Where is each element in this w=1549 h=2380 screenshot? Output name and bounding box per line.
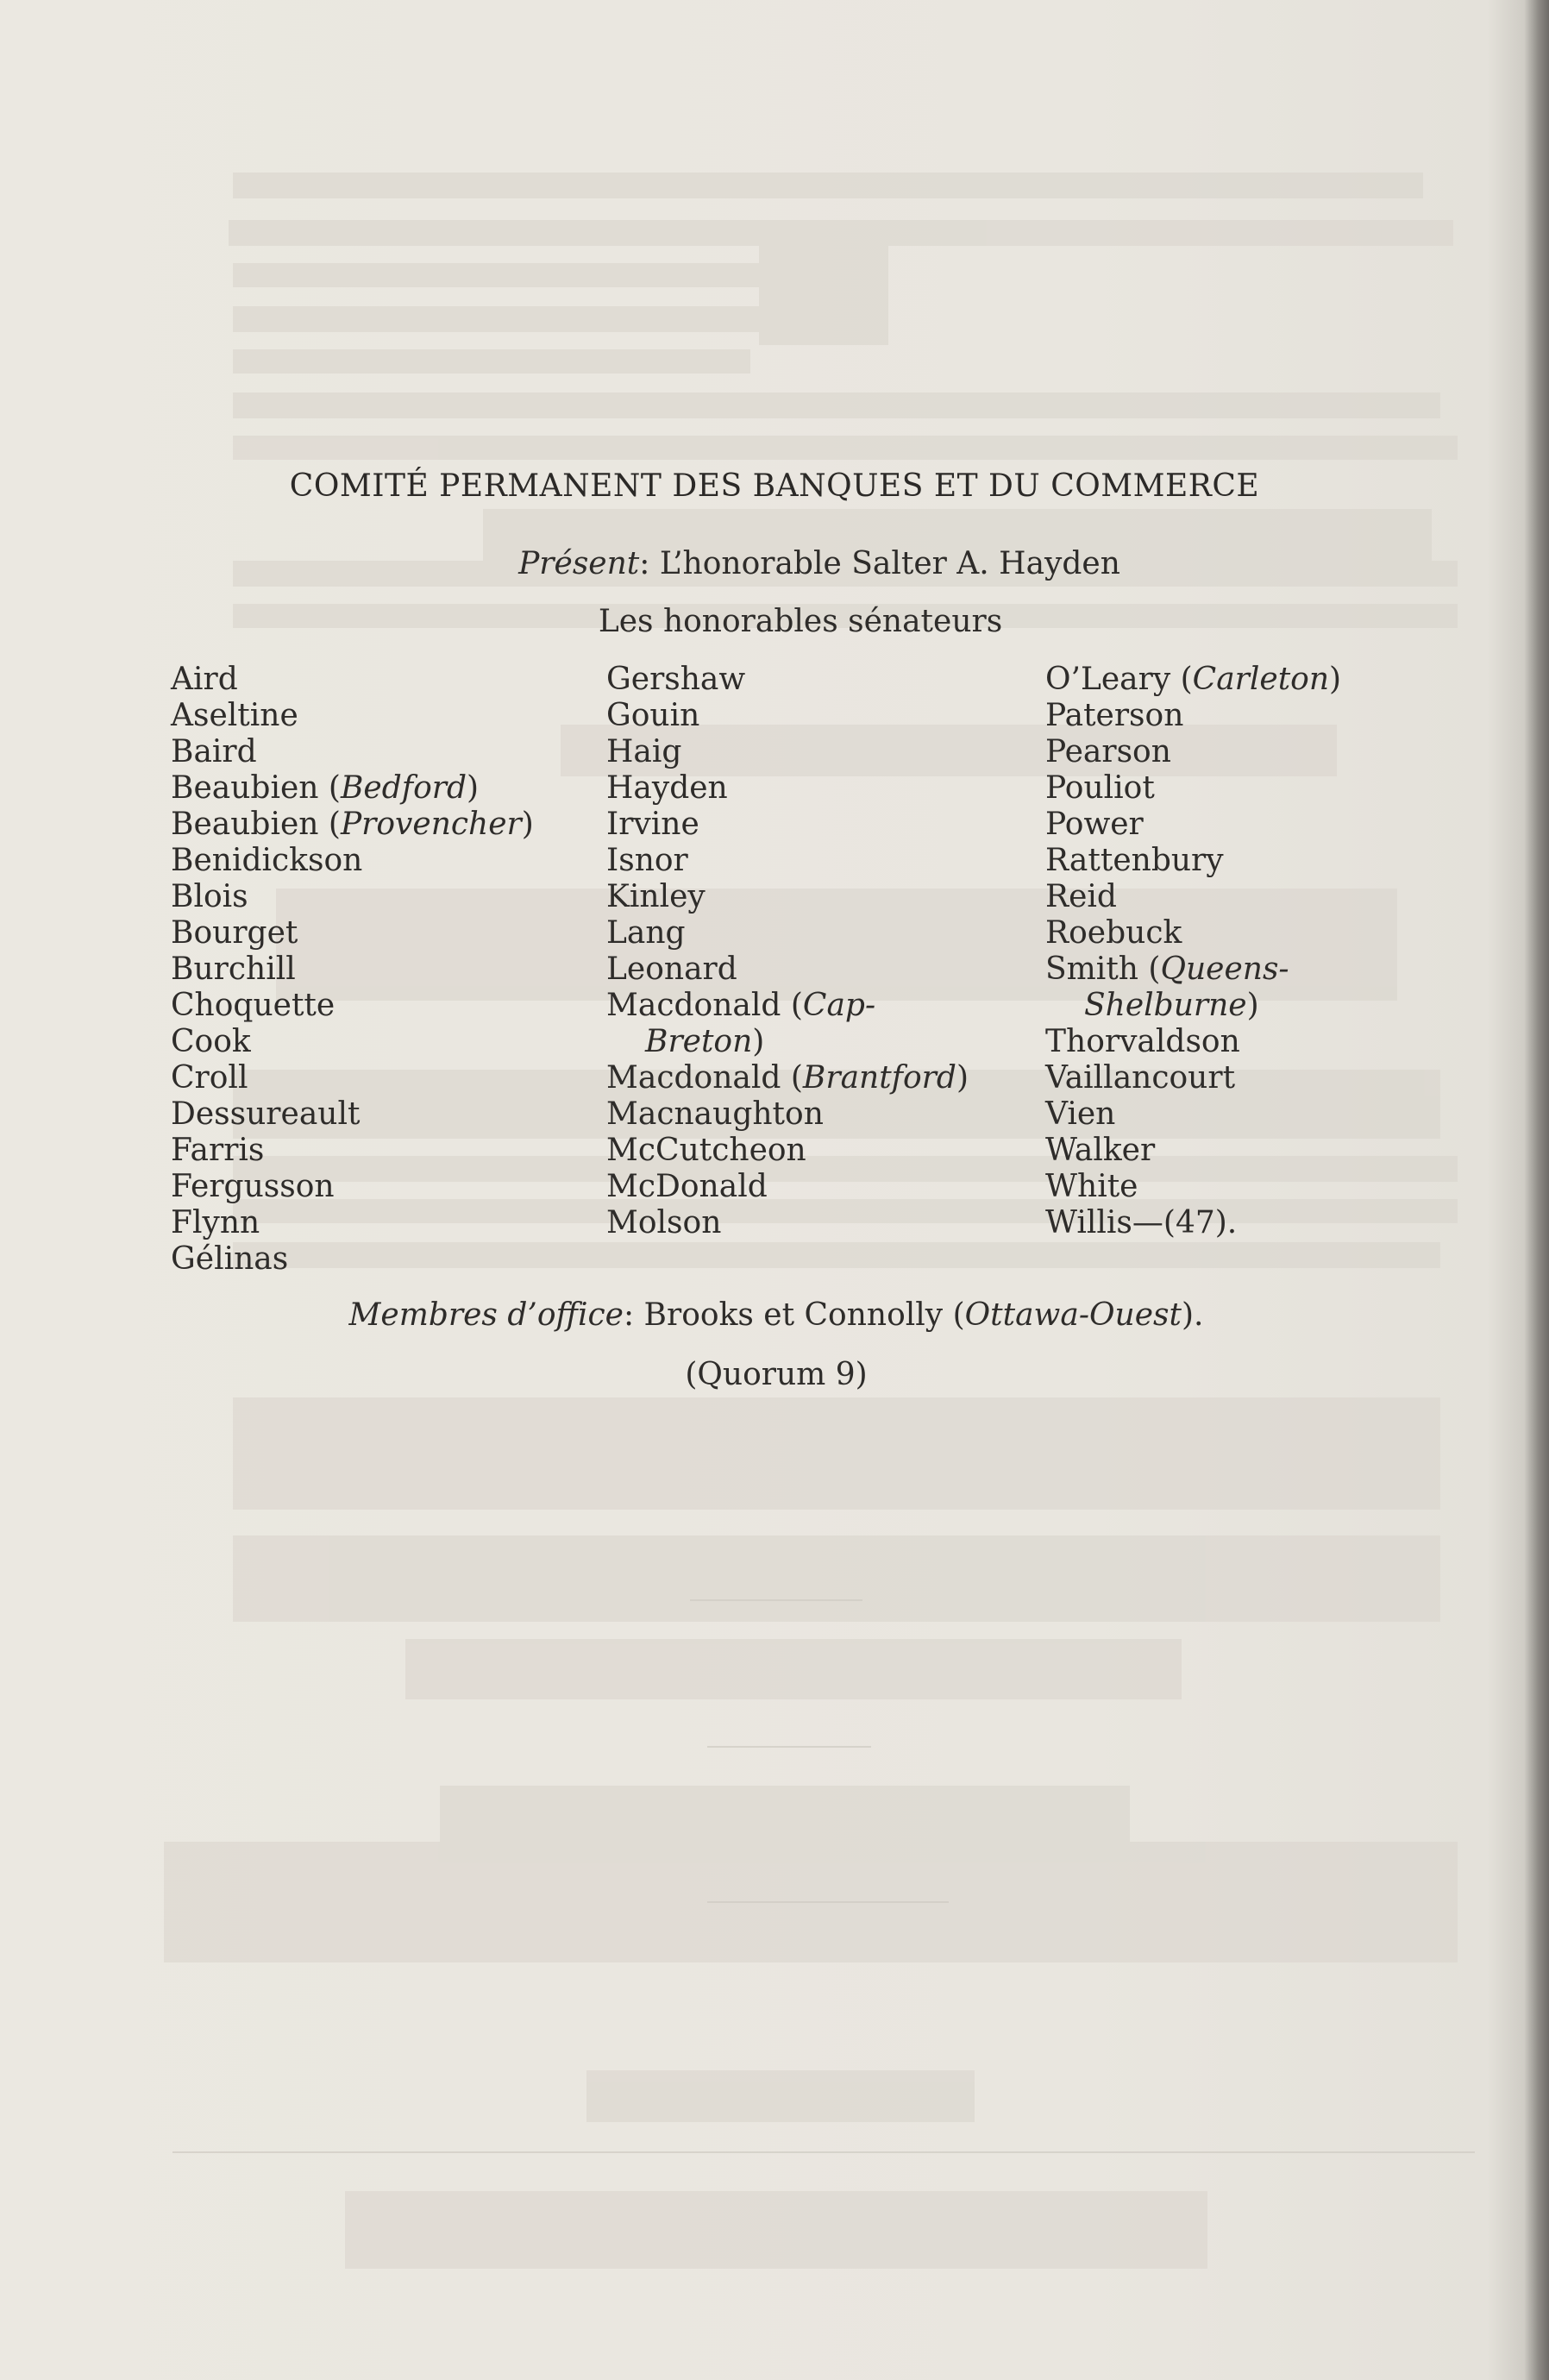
senator-name: Macdonald (Brantford) — [606, 1060, 969, 1096]
ex-officio-text: : Brooks et Connolly ( — [623, 1297, 965, 1333]
senator-name: Macdonald (Cap- — [606, 988, 876, 1023]
senators-heading: Les honorables sénateurs — [598, 604, 1003, 639]
senator-name: Fergusson — [171, 1169, 335, 1204]
ex-officio-place: Ottawa-Ouest — [964, 1297, 1182, 1333]
senator-name: Benidickson — [171, 843, 363, 878]
senator-name: Beaubien (Bedford) — [171, 770, 480, 806]
senator-name: Flynn — [171, 1205, 260, 1240]
senator-name: Beaubien (Provencher) — [171, 807, 534, 842]
senator-name: Bourget — [171, 915, 298, 951]
senator-name: Pouliot — [1045, 770, 1155, 806]
senator-name: Rattenbury — [1045, 843, 1224, 878]
committee-title: COMITÉ PERMANENT DES BANQUES ET DU COMMERCE — [289, 468, 1260, 504]
present-label: Présent — [518, 546, 640, 581]
quorum-line: (Quorum 9) — [685, 1357, 868, 1392]
senators-column-3 — [1045, 662, 1341, 1241]
present-text: : L’honorable Salter A. Hayden — [639, 546, 1120, 581]
senator-name: Reid — [1045, 879, 1117, 914]
senator-name: Vaillancourt — [1045, 1060, 1236, 1096]
ex-officio-label: Membres d’office — [348, 1297, 624, 1333]
ex-officio-line — [0, 1297, 1549, 1333]
senators-column-2 — [606, 662, 969, 1241]
senator-name: Gouin — [606, 698, 700, 733]
senator-name: Burchill — [171, 951, 296, 987]
senator-name: Power — [1045, 807, 1144, 842]
senator-name: Gélinas — [171, 1241, 289, 1277]
senator-name: Aird — [171, 662, 238, 697]
senator-name: Hayden — [606, 770, 728, 806]
senator-name: Choquette — [171, 988, 336, 1023]
senator-name: Willis—(47). — [1045, 1205, 1238, 1240]
senator-name: Dessureault — [171, 1096, 361, 1132]
senator-name: O’Leary (Carleton) — [1045, 662, 1342, 697]
ex-officio-end: ). — [1181, 1297, 1204, 1333]
senator-name: White — [1045, 1169, 1138, 1204]
senator-name-continuation: Shelburne) — [1084, 988, 1259, 1023]
senator-name: Paterson — [1045, 698, 1184, 733]
senator-name: Farris — [171, 1133, 265, 1168]
senator-name: Molson — [606, 1205, 722, 1240]
senator-name: Lang — [606, 915, 686, 951]
present-line — [0, 546, 1549, 581]
senator-name: Blois — [171, 879, 248, 914]
senator-name-continuation: Breton) — [645, 1024, 765, 1059]
senator-name: McCutcheon — [606, 1133, 806, 1168]
senator-name: Cook — [171, 1024, 251, 1059]
senator-name: Croll — [171, 1060, 248, 1096]
senator-name: McDonald — [606, 1169, 768, 1204]
senator-name: Thorvaldson — [1045, 1024, 1240, 1059]
senator-name: Leonard — [606, 951, 737, 987]
senator-name: Roebuck — [1045, 915, 1182, 951]
senator-name: Aseltine — [171, 698, 298, 733]
senator-name: Smith (Queens- — [1045, 951, 1289, 987]
senator-name: Walker — [1045, 1133, 1156, 1168]
senator-name: Kinley — [606, 879, 706, 914]
senators-column-1 — [171, 662, 534, 1278]
senator-name: Vien — [1045, 1096, 1116, 1132]
senator-name: Gershaw — [606, 662, 746, 697]
senator-name: Baird — [171, 734, 257, 769]
senator-name: Pearson — [1045, 734, 1171, 769]
senator-name: Haig — [606, 734, 682, 769]
senator-name: Macnaughton — [606, 1096, 824, 1132]
senator-name: Irvine — [606, 807, 699, 842]
senator-name: Isnor — [606, 843, 688, 878]
